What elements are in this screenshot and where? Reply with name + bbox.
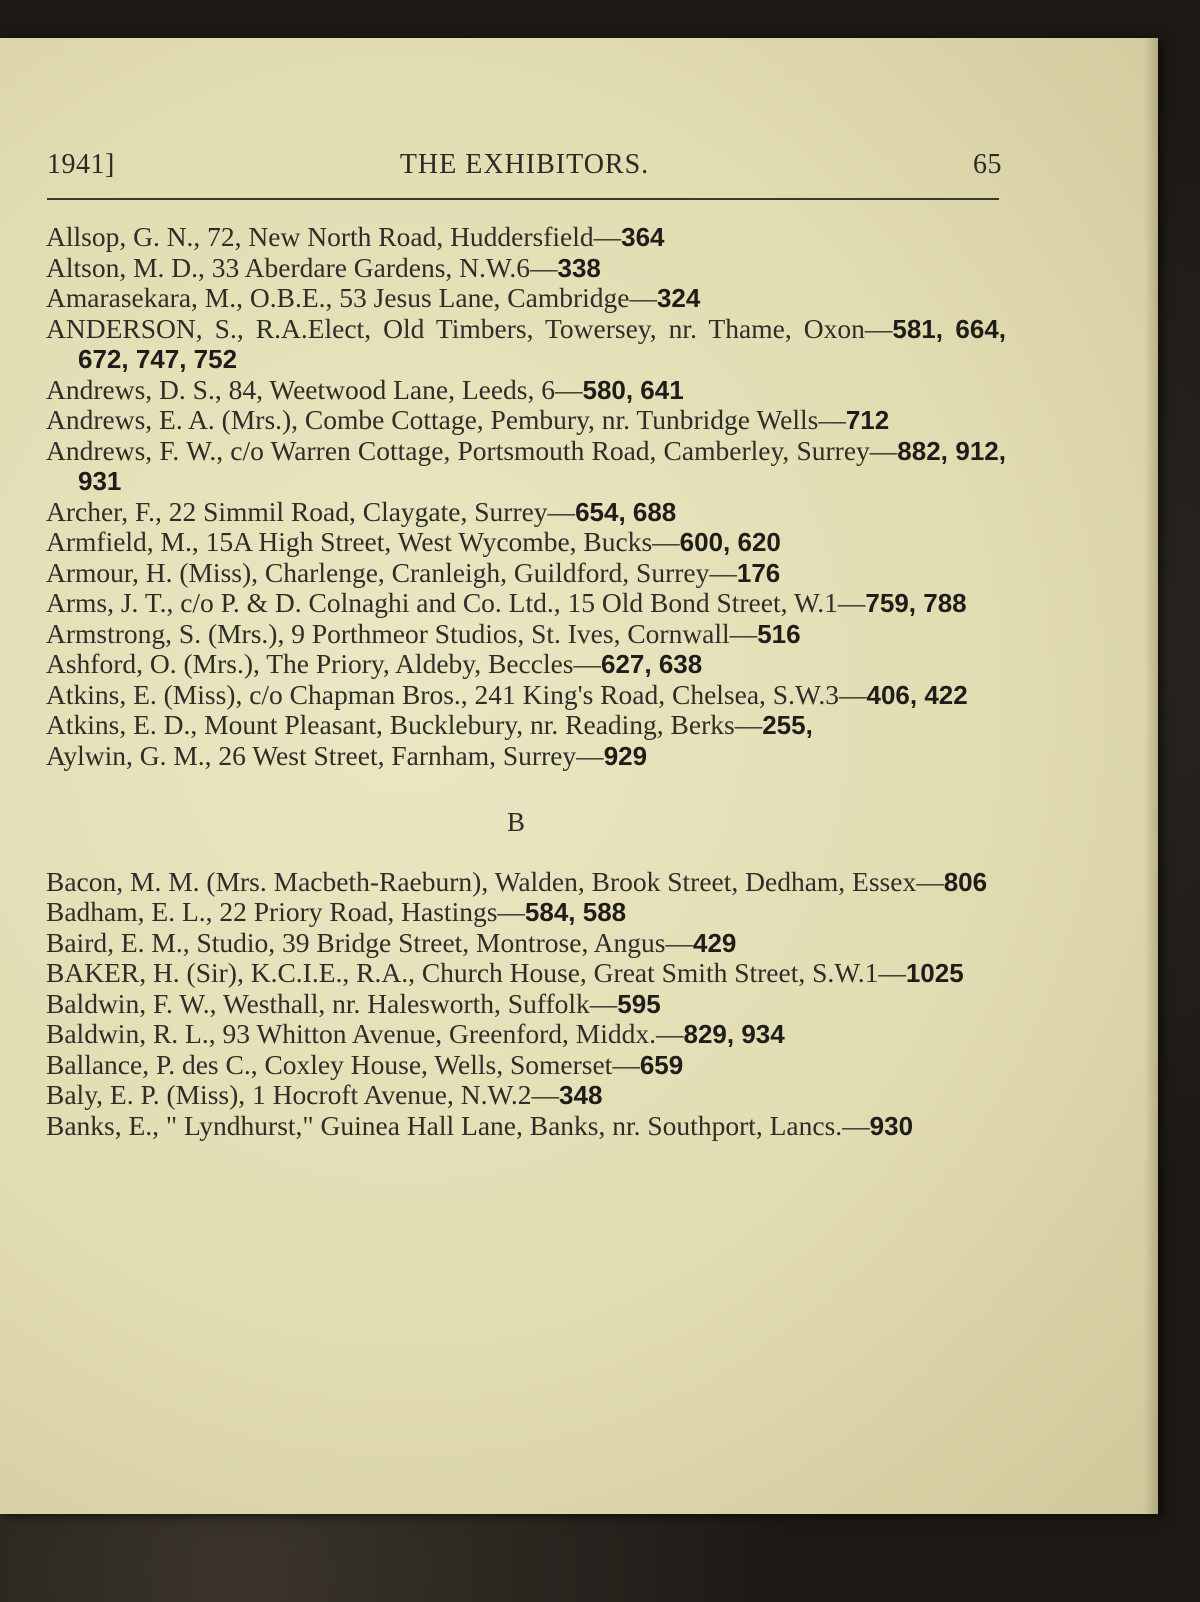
exhibitor-entry [46,619,1006,650]
exhibitor-details: BAKER, H. (Sir), K.C.I.E., R.A., Church House, Great Smith Street, S.W.1— [46,957,906,988]
catalogue-numbers: 759, 788 [865,588,967,618]
exhibitor-entry [46,558,1006,589]
exhibitor-list [46,222,1006,1141]
exhibitor-details: Baldwin, R. L., 93 Whitton Avenue, Greenford, Middx.— [46,1018,684,1049]
exhibitor-entry [46,897,1006,928]
catalogue-numbers: 581, 664, 672, 747, 752 [78,313,1006,374]
catalogue-numbers: 429 [693,927,737,958]
exhibitor-entry [46,928,1006,959]
exhibitor-entry [46,1019,1006,1050]
catalogue-numbers: 627, 638 [601,649,703,679]
header-rule [47,198,999,200]
exhibitor-details: ANDERSON, S., R.A.Elect, Old Timbers, Towersey, nr. Thame, Oxon— [46,312,893,344]
catalogue-numbers: 930 [869,1110,914,1141]
catalogue-numbers: 659 [639,1049,684,1080]
exhibitor-details: Atkins, E. (Miss), c/o Chapman Bros., 241 King's Road, Chelsea, S.W.3— [46,678,867,710]
exhibitor-entry [46,375,1006,406]
exhibitor-entry [46,680,1006,711]
catalogue-numbers: 338 [557,252,601,283]
exhibitor-entry [46,989,1006,1020]
catalogue-numbers: 255, [762,710,813,740]
exhibitor-entry [46,867,1006,898]
running-head [47,149,1002,189]
exhibitor-details: Andrews, F. W., c/o Warren Cottage, Portsmouth Road, Camberley, Surrey— [46,434,898,466]
catalogue-numbers: 406, 422 [866,679,968,710]
exhibitor-entry [46,436,1006,497]
section-a-entries [46,222,1006,771]
book-page [0,38,1158,1514]
exhibitor-entry [46,314,1006,375]
exhibitor-details: Andrews, D. S., 84, Weetwood Lane, Leeds, 6— [46,373,583,405]
exhibitor-entry [46,253,1006,284]
exhibitor-entry [46,588,1006,619]
catalogue-numbers: 324 [656,283,701,313]
exhibitor-details: Ballance, P. des C., Coxley House, Wells, Somerset— [46,1048,640,1080]
catalogue-numbers: 806 [943,866,988,897]
exhibitor-details: Badham, E. L., 22 Priory Road, Hastings— [46,896,525,927]
exhibitor-details: Amarasekara, M., O.B.E., 53 Jesus Lane, Cambridge— [46,282,657,313]
catalogue-numbers: 929 [603,740,648,771]
exhibitor-entry [46,283,1006,314]
section-letter-b: B [506,807,525,837]
exhibitor-details: Armstrong, S. (Mrs.), 9 Porthmeor Studios, St. Ives, Cornwall— [46,617,758,649]
exhibitor-details: Atkins, E. D., Mount Pleasant, Bucklebury, nr. Reading, Berks— [46,709,763,740]
exhibitor-entry [46,1050,1006,1081]
catalogue-numbers: 584, 588 [524,897,627,927]
exhibitor-details: Banks, E., " Lyndhurst," Guinea Hall Lane, Banks, nr. Southport, Lancs.— [46,1109,870,1141]
exhibitor-entry [46,649,1006,680]
page-number: 65 [973,149,1002,180]
catalogue-numbers: 348 [559,1080,603,1110]
exhibitor-details: Baird, E. M., Studio, 39 Bridge Street, Montrose, Angus— [46,926,693,958]
exhibitor-entry [46,1080,1006,1111]
catalogue-numbers: 364 [621,222,665,252]
exhibitor-entry [46,1111,1006,1142]
exhibitor-entry [46,222,1006,253]
exhibitor-details: Allsop, G. N., 72, New North Road, Huddersfield— [46,221,622,252]
exhibitor-details: Armour, H. (Miss), Charlenge, Cranleigh, Guildford, Surrey— [46,556,737,588]
catalogue-numbers: 829, 934 [683,1019,785,1049]
header-year: 1941] [47,149,115,180]
exhibitor-details: Andrews, E. A. (Mrs.), Combe Cottage, Pembury, nr. Tunbridge Wells— [46,404,846,435]
catalogue-numbers: 1025 [905,958,964,988]
exhibitor-details: Arms, J. T., c/o P. & D. Colnaghi and Co. Ltd., 15 Old Bond Street, W.1— [46,587,866,618]
catalogue-numbers: 176 [736,557,781,588]
exhibitor-details: Altson, M. D., 33 Aberdare Gardens, N.W.6— [46,251,558,283]
section-b-entries [46,867,1006,1142]
catalogue-numbers: 516 [757,618,801,649]
catalogue-numbers: 595 [617,988,661,1019]
exhibitor-entry [46,527,1006,558]
catalogue-numbers: 654, 688 [575,496,677,527]
exhibitor-details: Ashford, O. (Mrs.), The Priory, Aldeby, Beccles— [46,648,601,679]
catalogue-numbers: 580, 641 [582,374,684,405]
exhibitor-entry [46,958,1006,989]
catalogue-numbers: 882, 912, 931 [78,435,1006,496]
exhibitor-details: Armfield, M., 15A High Street, West Wycombe, Bucks— [46,526,680,557]
exhibitor-details: Bacon, M. M. (Mrs. Macbeth-Raeburn), Walden, Brook Street, Dedham, Essex— [46,865,944,897]
exhibitor-details: Baldwin, F. W., Westhall, nr. Halesworth, Suffolk— [46,987,618,1019]
exhibitor-entry [46,741,1006,772]
exhibitor-entry [46,497,1006,528]
page-edge-shadow [1144,38,1158,1514]
exhibitor-details: Baly, E. P. (Miss), 1 Hocroft Avenue, N.W.2— [46,1079,560,1110]
catalogue-numbers: 600, 620 [679,527,781,557]
exhibitor-details: Archer, F., 22 Simmil Road, Claygate, Surrey— [46,495,576,527]
header-title: THE EXHIBITORS. [399,149,650,180]
exhibitor-entry [46,710,1006,741]
catalogue-numbers: 712 [845,405,890,435]
exhibitor-details: Aylwin, G. M., 26 West Street, Farnham, Surrey— [46,739,604,771]
exhibitor-entry [46,405,1006,436]
